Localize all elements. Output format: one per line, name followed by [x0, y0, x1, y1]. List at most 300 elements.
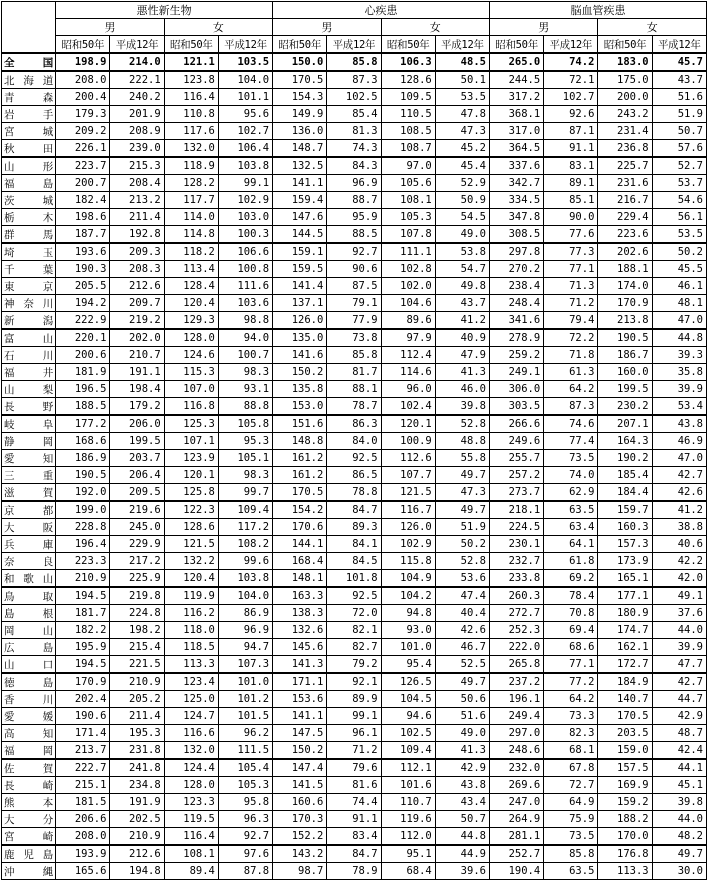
value-cell: 168.4 — [273, 553, 327, 570]
value-cell: 215.1 — [56, 777, 110, 794]
prefecture-label: 北海道 — [4, 74, 54, 87]
value-cell: 255.7 — [489, 450, 543, 467]
value-cell: 141.3 — [273, 656, 327, 674]
value-cell: 39.3 — [652, 347, 706, 364]
value-cell: 79.6 — [327, 759, 381, 777]
value-cell: 53.8 — [435, 243, 489, 261]
prefecture-label: 福井 — [4, 366, 54, 379]
value-cell: 132.5 — [273, 157, 327, 175]
value-cell: 77.3 — [544, 243, 598, 261]
sex-header: 女 — [598, 19, 707, 36]
value-cell: 123.3 — [164, 794, 218, 811]
value-cell: 51.6 — [652, 89, 706, 106]
value-cell: 105.6 — [381, 175, 435, 192]
value-cell: 230.2 — [598, 398, 652, 416]
value-cell: 170.9 — [56, 673, 110, 691]
value-cell: 194.2 — [56, 295, 110, 312]
value-cell: 161.2 — [273, 467, 327, 484]
prefecture-cell — [2, 209, 56, 226]
value-cell: 87.8 — [218, 863, 272, 880]
value-cell: 141.1 — [273, 175, 327, 192]
value-cell: 96.3 — [218, 811, 272, 828]
value-cell: 229.9 — [110, 536, 164, 553]
prefecture-label: 島根 — [4, 607, 54, 620]
value-cell: 119.5 — [164, 811, 218, 828]
value-cell: 200.4 — [56, 89, 110, 106]
value-cell: 71.2 — [327, 742, 381, 760]
value-cell: 177.2 — [56, 415, 110, 433]
value-cell: 347.8 — [489, 209, 543, 226]
value-cell: 125.8 — [164, 484, 218, 502]
value-cell: 162.1 — [598, 639, 652, 656]
value-cell: 212.6 — [110, 278, 164, 295]
value-cell: 99.7 — [218, 484, 272, 502]
value-cell: 41.2 — [652, 501, 706, 519]
value-cell: 174.0 — [598, 278, 652, 295]
value-cell: 45.7 — [652, 53, 706, 71]
value-cell: 200.6 — [56, 347, 110, 364]
value-cell: 107.0 — [164, 381, 218, 398]
sex-header: 男 — [489, 19, 597, 36]
prefecture-cell — [2, 570, 56, 588]
value-cell: 107.3 — [218, 656, 272, 674]
value-cell: 337.6 — [489, 157, 543, 175]
value-cell: 297.8 — [489, 243, 543, 261]
header-row-categories — [2, 2, 707, 19]
prefecture-cell — [2, 863, 56, 880]
value-cell: 219.2 — [110, 312, 164, 330]
prefecture-label: 宮崎 — [4, 830, 54, 843]
value-cell: 266.6 — [489, 415, 543, 433]
value-cell: 50.7 — [652, 123, 706, 140]
value-cell: 74.4 — [327, 794, 381, 811]
value-cell: 63.5 — [544, 501, 598, 519]
prefecture-cell — [2, 450, 56, 467]
value-cell: 95.6 — [218, 106, 272, 123]
value-cell: 49.8 — [435, 278, 489, 295]
value-cell: 208.4 — [110, 175, 164, 192]
value-cell: 113.3 — [598, 863, 652, 880]
value-cell: 79.1 — [327, 295, 381, 312]
value-cell: 119.9 — [164, 587, 218, 605]
value-cell: 114.0 — [164, 209, 218, 226]
value-cell: 116.4 — [164, 828, 218, 846]
value-cell: 147.4 — [273, 759, 327, 777]
value-cell: 206.0 — [110, 415, 164, 433]
value-cell: 48.7 — [652, 725, 706, 742]
value-cell: 141.1 — [273, 708, 327, 725]
value-cell: 116.4 — [164, 89, 218, 106]
value-cell: 118.2 — [164, 243, 218, 261]
value-cell: 180.9 — [598, 605, 652, 622]
table-row — [2, 622, 707, 639]
value-cell: 200.0 — [598, 89, 652, 106]
value-cell: 88.1 — [327, 381, 381, 398]
value-cell: 43.7 — [652, 71, 706, 89]
value-cell: 117.2 — [218, 519, 272, 536]
value-cell: 78.9 — [327, 863, 381, 880]
value-cell: 73.8 — [327, 329, 381, 347]
value-cell: 44.7 — [652, 691, 706, 708]
value-cell: 181.5 — [56, 794, 110, 811]
value-cell: 190.5 — [598, 329, 652, 347]
value-cell: 230.1 — [489, 536, 543, 553]
value-cell: 109.4 — [381, 742, 435, 760]
prefecture-cell — [2, 329, 56, 347]
value-cell: 42.7 — [652, 467, 706, 484]
value-cell: 49.0 — [435, 725, 489, 742]
value-cell: 90.0 — [544, 209, 598, 226]
value-cell: 212.6 — [110, 845, 164, 863]
table-row — [2, 347, 707, 364]
prefecture-label: 熊本 — [4, 796, 54, 809]
value-cell: 223.3 — [56, 553, 110, 570]
prefecture-cell — [2, 673, 56, 691]
value-cell: 171.1 — [273, 673, 327, 691]
value-cell: 50.9 — [435, 192, 489, 209]
value-cell: 154.3 — [273, 89, 327, 106]
value-cell: 181.7 — [56, 605, 110, 622]
value-cell: 57.6 — [652, 140, 706, 158]
table-row — [2, 192, 707, 209]
prefecture-label: 福島 — [4, 177, 54, 190]
value-cell: 100.9 — [381, 433, 435, 450]
year-header: 昭和50年 — [489, 36, 543, 54]
value-cell: 202.5 — [110, 811, 164, 828]
value-cell: 74.0 — [544, 467, 598, 484]
value-cell: 159.4 — [273, 192, 327, 209]
value-cell: 42.0 — [652, 570, 706, 588]
value-cell: 195.9 — [56, 639, 110, 656]
value-cell: 69.4 — [544, 622, 598, 639]
category-header: 悪性新生物 — [56, 2, 273, 19]
value-cell: 89.3 — [327, 519, 381, 536]
prefecture-label: 新潟 — [4, 314, 54, 327]
prefecture-label: 愛媛 — [4, 710, 54, 723]
value-cell: 39.8 — [652, 794, 706, 811]
value-cell: 222.0 — [489, 639, 543, 656]
year-header: 平成12年 — [652, 36, 706, 54]
prefecture-label: 富山 — [4, 332, 54, 345]
value-cell: 176.8 — [598, 845, 652, 863]
value-cell: 153.0 — [273, 398, 327, 416]
value-cell: 194.5 — [56, 656, 110, 674]
value-cell: 97.6 — [218, 845, 272, 863]
prefecture-cell — [2, 828, 56, 846]
value-cell: 72.2 — [544, 329, 598, 347]
value-cell: 210.9 — [110, 673, 164, 691]
table-row — [2, 863, 707, 880]
value-cell: 50.2 — [435, 536, 489, 553]
value-cell: 77.2 — [544, 673, 598, 691]
value-cell: 210.9 — [56, 570, 110, 588]
value-cell: 43.8 — [435, 777, 489, 794]
value-cell: 84.7 — [327, 845, 381, 863]
value-cell: 68.1 — [544, 742, 598, 760]
prefecture-label: 徳島 — [4, 676, 54, 689]
table-row — [2, 106, 707, 123]
value-cell: 50.2 — [652, 243, 706, 261]
value-cell: 102.9 — [381, 536, 435, 553]
prefecture-label: 岐阜 — [4, 418, 54, 431]
value-cell: 317.2 — [489, 89, 543, 106]
value-cell: 128.4 — [164, 278, 218, 295]
value-cell: 110.7 — [381, 794, 435, 811]
value-cell: 85.8 — [544, 845, 598, 863]
value-cell: 210.9 — [110, 828, 164, 846]
prefecture-label: 三重 — [4, 469, 54, 482]
value-cell: 207.1 — [598, 415, 652, 433]
value-cell: 198.2 — [110, 622, 164, 639]
value-cell: 99.1 — [327, 708, 381, 725]
value-cell: 102.7 — [218, 123, 272, 140]
value-cell: 108.1 — [164, 845, 218, 863]
table-row — [2, 295, 707, 312]
value-cell: 56.1 — [652, 209, 706, 226]
prefecture-label: 静岡 — [4, 435, 54, 448]
value-cell: 41.3 — [435, 742, 489, 760]
value-cell: 102.9 — [218, 192, 272, 209]
prefecture-label: 埼玉 — [4, 246, 54, 259]
prefecture-cell — [2, 175, 56, 192]
value-cell: 148.8 — [273, 433, 327, 450]
value-cell: 125.3 — [164, 415, 218, 433]
value-cell: 194.5 — [56, 587, 110, 605]
table-row — [2, 484, 707, 502]
value-cell: 206.6 — [56, 811, 110, 828]
value-cell: 77.1 — [544, 656, 598, 674]
value-cell: 79.2 — [327, 656, 381, 674]
value-cell: 200.7 — [56, 175, 110, 192]
value-cell: 121.5 — [164, 536, 218, 553]
value-cell: 44.1 — [652, 759, 706, 777]
value-cell: 108.7 — [381, 140, 435, 158]
value-cell: 47.9 — [435, 347, 489, 364]
value-cell: 209.5 — [110, 484, 164, 502]
value-cell: 46.0 — [435, 381, 489, 398]
value-cell: 39.9 — [652, 381, 706, 398]
prefecture-label: 青森 — [4, 91, 54, 104]
value-cell: 106.6 — [218, 243, 272, 261]
value-cell: 110.8 — [164, 106, 218, 123]
table-row — [2, 691, 707, 708]
value-cell: 63.5 — [544, 863, 598, 880]
value-cell: 54.5 — [435, 209, 489, 226]
value-cell: 92.6 — [544, 106, 598, 123]
value-cell: 39.9 — [652, 639, 706, 656]
value-cell: 150.0 — [273, 53, 327, 71]
value-cell: 53.5 — [435, 89, 489, 106]
value-cell: 231.6 — [598, 175, 652, 192]
value-cell: 88.7 — [327, 192, 381, 209]
value-cell: 118.5 — [164, 639, 218, 656]
value-cell: 114.8 — [164, 226, 218, 244]
value-cell: 237.2 — [489, 673, 543, 691]
prefecture-label: 愛知 — [4, 452, 54, 465]
value-cell: 179.3 — [56, 106, 110, 123]
value-cell: 208.0 — [56, 71, 110, 89]
value-cell: 97.0 — [381, 157, 435, 175]
value-cell: 99.6 — [218, 553, 272, 570]
table-row — [2, 175, 707, 192]
value-cell: 249.1 — [489, 364, 543, 381]
prefecture-label: 大阪 — [4, 521, 54, 534]
value-cell: 209.7 — [110, 295, 164, 312]
value-cell: 84.7 — [327, 501, 381, 519]
prefecture-cell — [2, 742, 56, 760]
value-cell: 52.8 — [435, 415, 489, 433]
value-cell: 101.5 — [218, 708, 272, 725]
value-cell: 89.4 — [164, 863, 218, 880]
value-cell: 102.0 — [381, 278, 435, 295]
value-cell: 165.1 — [598, 570, 652, 588]
value-cell: 116.6 — [164, 725, 218, 742]
prefecture-cell — [2, 261, 56, 278]
prefecture-cell — [2, 691, 56, 708]
prefecture-cell — [2, 347, 56, 364]
table-row — [2, 209, 707, 226]
value-cell: 265.8 — [489, 656, 543, 674]
value-cell: 216.7 — [598, 192, 652, 209]
table-row — [2, 329, 707, 347]
value-cell: 182.2 — [56, 622, 110, 639]
value-cell: 42.7 — [652, 673, 706, 691]
value-cell: 63.4 — [544, 519, 598, 536]
value-cell: 68.6 — [544, 639, 598, 656]
table-row — [2, 398, 707, 416]
prefecture-cell — [2, 140, 56, 158]
value-cell: 64.2 — [544, 691, 598, 708]
value-cell: 92.7 — [327, 243, 381, 261]
value-cell: 143.2 — [273, 845, 327, 863]
prefecture-cell — [2, 725, 56, 742]
prefecture-cell — [2, 106, 56, 123]
value-cell: 49.7 — [652, 845, 706, 863]
value-cell: 203.7 — [110, 450, 164, 467]
value-cell: 244.5 — [489, 71, 543, 89]
value-cell: 95.4 — [381, 656, 435, 674]
prefecture-cell — [2, 123, 56, 140]
prefecture-label: 沖縄 — [4, 865, 54, 878]
value-cell: 104.0 — [218, 587, 272, 605]
value-cell: 94.6 — [381, 708, 435, 725]
value-cell: 47.8 — [435, 106, 489, 123]
value-cell: 72.1 — [544, 71, 598, 89]
value-cell: 107.7 — [381, 467, 435, 484]
header-row-sex — [2, 19, 707, 36]
value-cell: 195.3 — [110, 725, 164, 742]
value-cell: 61.3 — [544, 364, 598, 381]
value-cell: 96.1 — [327, 725, 381, 742]
value-cell: 39.8 — [435, 398, 489, 416]
table-row — [2, 605, 707, 622]
value-cell: 222.7 — [56, 759, 110, 777]
value-cell: 128.6 — [164, 519, 218, 536]
value-cell: 102.5 — [327, 89, 381, 106]
value-cell: 120.1 — [381, 415, 435, 433]
value-cell: 101.8 — [327, 570, 381, 588]
value-cell: 43.8 — [652, 415, 706, 433]
value-cell: 147.5 — [273, 725, 327, 742]
value-cell: 126.5 — [381, 673, 435, 691]
value-cell: 168.6 — [56, 433, 110, 450]
value-cell: 265.0 — [489, 53, 543, 71]
value-cell: 84.5 — [327, 553, 381, 570]
value-cell: 73.5 — [544, 450, 598, 467]
value-cell: 223.6 — [598, 226, 652, 244]
value-cell: 190.3 — [56, 261, 110, 278]
value-cell: 81.6 — [327, 777, 381, 794]
value-cell: 245.0 — [110, 519, 164, 536]
value-cell: 203.5 — [598, 725, 652, 742]
prefecture-label: 千葉 — [4, 263, 54, 276]
value-cell: 64.9 — [544, 794, 598, 811]
value-cell: 96.9 — [327, 175, 381, 192]
value-cell: 140.7 — [598, 691, 652, 708]
value-cell: 165.6 — [56, 863, 110, 880]
prefecture-label: 山形 — [4, 160, 54, 173]
value-cell: 102.7 — [544, 89, 598, 106]
value-cell: 191.9 — [110, 794, 164, 811]
table-row — [2, 673, 707, 691]
year-header: 昭和50年 — [56, 36, 110, 54]
value-cell: 102.5 — [381, 725, 435, 742]
table-row — [2, 536, 707, 553]
prefecture-cell — [2, 192, 56, 209]
value-cell: 53.5 — [652, 226, 706, 244]
category-header: 心疾患 — [273, 2, 490, 19]
value-cell: 53.7 — [652, 175, 706, 192]
value-cell: 48.1 — [652, 295, 706, 312]
value-cell: 121.5 — [381, 484, 435, 502]
prefecture-label: 鳥取 — [4, 590, 54, 603]
value-cell: 160.0 — [598, 364, 652, 381]
mortality-table — [1, 1, 707, 880]
value-cell: 71.3 — [544, 278, 598, 295]
value-cell: 87.3 — [544, 398, 598, 416]
value-cell: 170.5 — [273, 484, 327, 502]
table-row — [2, 656, 707, 674]
value-cell: 199.5 — [110, 433, 164, 450]
table-row — [2, 53, 707, 71]
prefecture-label: 岩手 — [4, 108, 54, 121]
prefecture-label: 山口 — [4, 658, 54, 671]
table-row — [2, 742, 707, 760]
value-cell: 152.2 — [273, 828, 327, 846]
value-cell: 48.5 — [435, 53, 489, 71]
value-cell: 240.2 — [110, 89, 164, 106]
value-cell: 49.7 — [435, 673, 489, 691]
value-cell: 101.2 — [218, 691, 272, 708]
value-cell: 106.3 — [381, 53, 435, 71]
value-cell: 92.1 — [327, 673, 381, 691]
prefecture-cell — [2, 295, 56, 312]
value-cell: 84.1 — [327, 536, 381, 553]
value-cell: 214.0 — [110, 53, 164, 71]
value-cell: 96.2 — [218, 725, 272, 742]
value-cell: 46.7 — [435, 639, 489, 656]
value-cell: 222.9 — [56, 312, 110, 330]
value-cell: 93.1 — [218, 381, 272, 398]
value-cell: 45.4 — [435, 157, 489, 175]
value-cell: 91.1 — [544, 140, 598, 158]
prefecture-cell — [2, 433, 56, 450]
value-cell: 95.3 — [218, 433, 272, 450]
value-cell: 85.8 — [327, 53, 381, 71]
category-header: 脳血管疾患 — [489, 2, 706, 19]
value-cell: 215.3 — [110, 157, 164, 175]
value-cell: 179.2 — [110, 398, 164, 416]
